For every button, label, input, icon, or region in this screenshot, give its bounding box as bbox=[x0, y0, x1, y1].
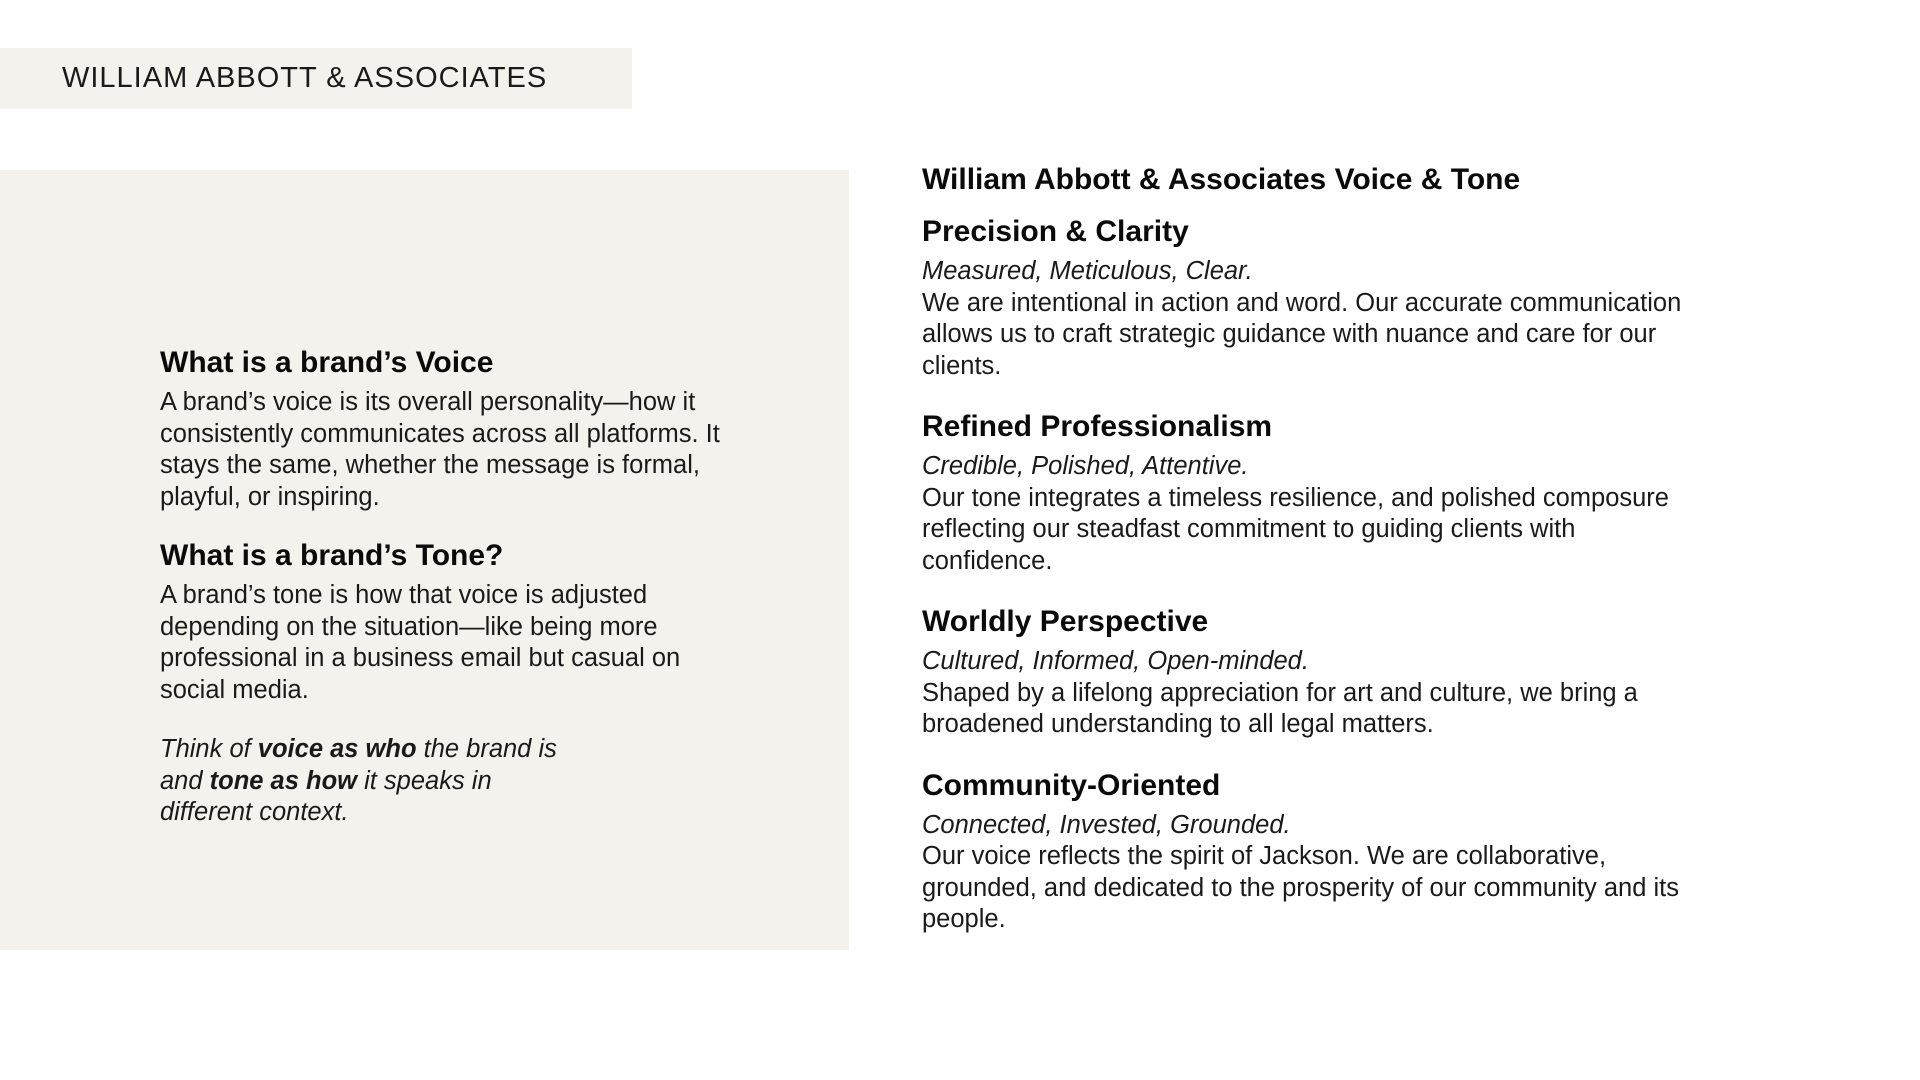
tone-definition bbox=[160, 538, 720, 706]
tone-body: A brand’s tone is how that voice is adjusted depending on the situation—like being more professional in a business email but casual on social media. bbox=[160, 581, 681, 704]
voice-tone-quote bbox=[160, 734, 580, 829]
section-worldly-perspective bbox=[922, 604, 1682, 741]
voice-body: A brand’s voice is its overall personality—how it consistently communicates across all platforms. It stays the same, whether the message is formal, playful, or inspiring. bbox=[160, 388, 720, 511]
voice-tone-definitions bbox=[160, 345, 720, 829]
section-keywords: Cultured, Informed, Open-minded. bbox=[922, 647, 1309, 675]
section-refined-professionalism bbox=[922, 409, 1682, 577]
section-precision-clarity bbox=[922, 214, 1682, 382]
voice-heading: What is a brand’s Voice bbox=[160, 346, 494, 379]
section-body: Our voice reflects the spirit of Jackson. We are collaborative, grounded, and dedicated to the prosperity of our community and its people. bbox=[922, 842, 1679, 933]
tone-heading: What is a brand’s Tone? bbox=[160, 539, 504, 572]
section-keywords: Measured, Meticulous, Clear. bbox=[922, 257, 1253, 285]
section-body: We are intentional in action and word. Our accurate communication allows us to craft strategic guidance with nuance and care for our clients. bbox=[922, 288, 1682, 380]
section-keywords: Connected, Invested, Grounded. bbox=[922, 810, 1291, 839]
section-heading: Community-Oriented bbox=[922, 768, 1221, 802]
voice-definition bbox=[160, 345, 720, 513]
section-heading: Refined Professionalism bbox=[922, 410, 1273, 443]
section-keywords: Credible, Polished, Attentive. bbox=[922, 452, 1249, 480]
section-body: Our tone integrates a timeless resilience, and polished composure reflecting our steadfast commitment to guiding clients with confidence. bbox=[922, 483, 1669, 575]
firm-name-label: WILLIAM ABBOTT & ASSOCIATES bbox=[62, 62, 548, 94]
quote-part-3: it speaks in different context. bbox=[160, 766, 492, 826]
section-community-oriented bbox=[922, 768, 1682, 936]
section-heading: Precision & Clarity bbox=[922, 215, 1189, 248]
quote-part-2: the brand is and bbox=[160, 735, 557, 795]
voice-tone-attributes bbox=[922, 162, 1682, 963]
page-title: William Abbott & Associates Voice & Tone bbox=[922, 163, 1521, 196]
left-panel bbox=[0, 170, 849, 950]
section-heading: Worldly Perspective bbox=[922, 605, 1209, 638]
quote-bold-2: tone as how bbox=[209, 766, 357, 795]
section-body: Shaped by a lifelong appreciation for art and culture, we bring a broadened understanding to all legal matters. bbox=[922, 678, 1638, 738]
quote-part-1: Think of bbox=[160, 735, 258, 763]
quote-bold-1: voice as who bbox=[257, 735, 417, 763]
header-tab bbox=[0, 48, 632, 109]
